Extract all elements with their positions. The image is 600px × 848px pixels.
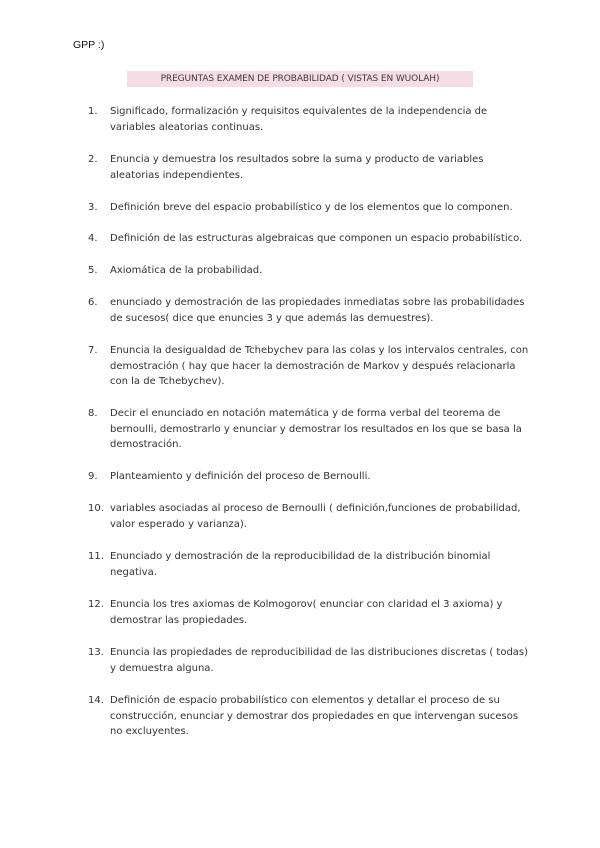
question-number: 8.	[88, 408, 98, 419]
question-text: Enuncia los tres axiomas de Kolmogorov( enunciar con claridad el 3 axioma) y demostrar las propiedades.	[110, 599, 503, 626]
question-number: 12.	[88, 599, 104, 610]
question-item	[88, 549, 533, 580]
question-text: Enuncia las propiedades de reproducibilidad de las distribuciones discretas ( todas) y demuestra alguna.	[110, 647, 529, 674]
question-number: 9.	[88, 471, 98, 482]
question-number: 1.	[88, 106, 98, 117]
document-title: PREGUNTAS EXAMEN DE PROBABILIDAD ( VISTAS EN WUOLAH)	[127, 71, 473, 87]
question-item	[88, 104, 533, 135]
author-label: GPP :)	[73, 39, 105, 51]
question-text: Enuncia la desigualdad de Tchebychev para las colas y los intervalos centrales, con demostración ( hay que hacer la demostración de Markov y después relacionarla con la de Tchebychev).	[110, 345, 529, 387]
question-text: Planteamiento y definición del proceso de Bernoulli.	[110, 471, 371, 482]
question-number: 6.	[88, 297, 98, 308]
question-text: Axiomática de la probabilidad.	[110, 265, 263, 276]
question-text: Enuncia y demuestra los resultados sobre la suma y producto de variables aleatorias independientes.	[110, 154, 484, 181]
question-number: 7.	[88, 345, 98, 356]
question-item	[88, 152, 533, 183]
question-text: variables asociadas al proceso de Bernoulli ( definición,funciones de probabilidad, valor esperado y varianza).	[110, 503, 521, 530]
question-text: Enunciado y demostración de la reproducibilidad de la distribución binomial negativa.	[110, 551, 491, 578]
question-item	[88, 693, 533, 740]
question-number: 2.	[88, 154, 98, 165]
question-item	[88, 200, 533, 216]
question-item	[88, 406, 533, 453]
question-text: Definición breve del espacio probabilístico y de los elementos que lo componen.	[110, 202, 513, 213]
question-item	[88, 469, 533, 485]
question-item	[88, 231, 533, 247]
question-item	[88, 645, 533, 676]
question-text: Definición de espacio probabilístico con elementos y detallar el proceso de su construcción, enunciar y demostrar dos propiedades en que intervengan sucesos no excluyentes.	[110, 695, 519, 737]
question-number: 13.	[88, 647, 104, 658]
question-item	[88, 295, 533, 326]
question-number: 11.	[88, 551, 104, 562]
question-item	[88, 501, 533, 532]
question-item	[88, 597, 533, 628]
question-text: Significado, formalización y requisitos equivalentes de la independencia de variables aleatorias continuas.	[110, 106, 488, 133]
question-text: Definición de las estructuras algebraicas que componen un espacio probabilístico.	[110, 233, 523, 244]
question-text: enunciado y demostración de las propiedades inmediatas sobre las probabilidades de sucesos( dice que enuncies 3 y que además las demuestres).	[110, 297, 525, 324]
question-number: 3.	[88, 202, 98, 213]
question-number: 14.	[88, 695, 104, 706]
question-number: 10.	[88, 503, 104, 514]
question-number: 4.	[88, 233, 98, 244]
question-item	[88, 263, 533, 279]
question-number: 5.	[88, 265, 98, 276]
question-text: Decir el enunciado en notación matemática y de forma verbal del teorema de bernoulli, demostrarlo y enunciar y demostrar los resultados en los que se basa la demostración.	[110, 408, 522, 450]
question-item	[88, 343, 533, 390]
